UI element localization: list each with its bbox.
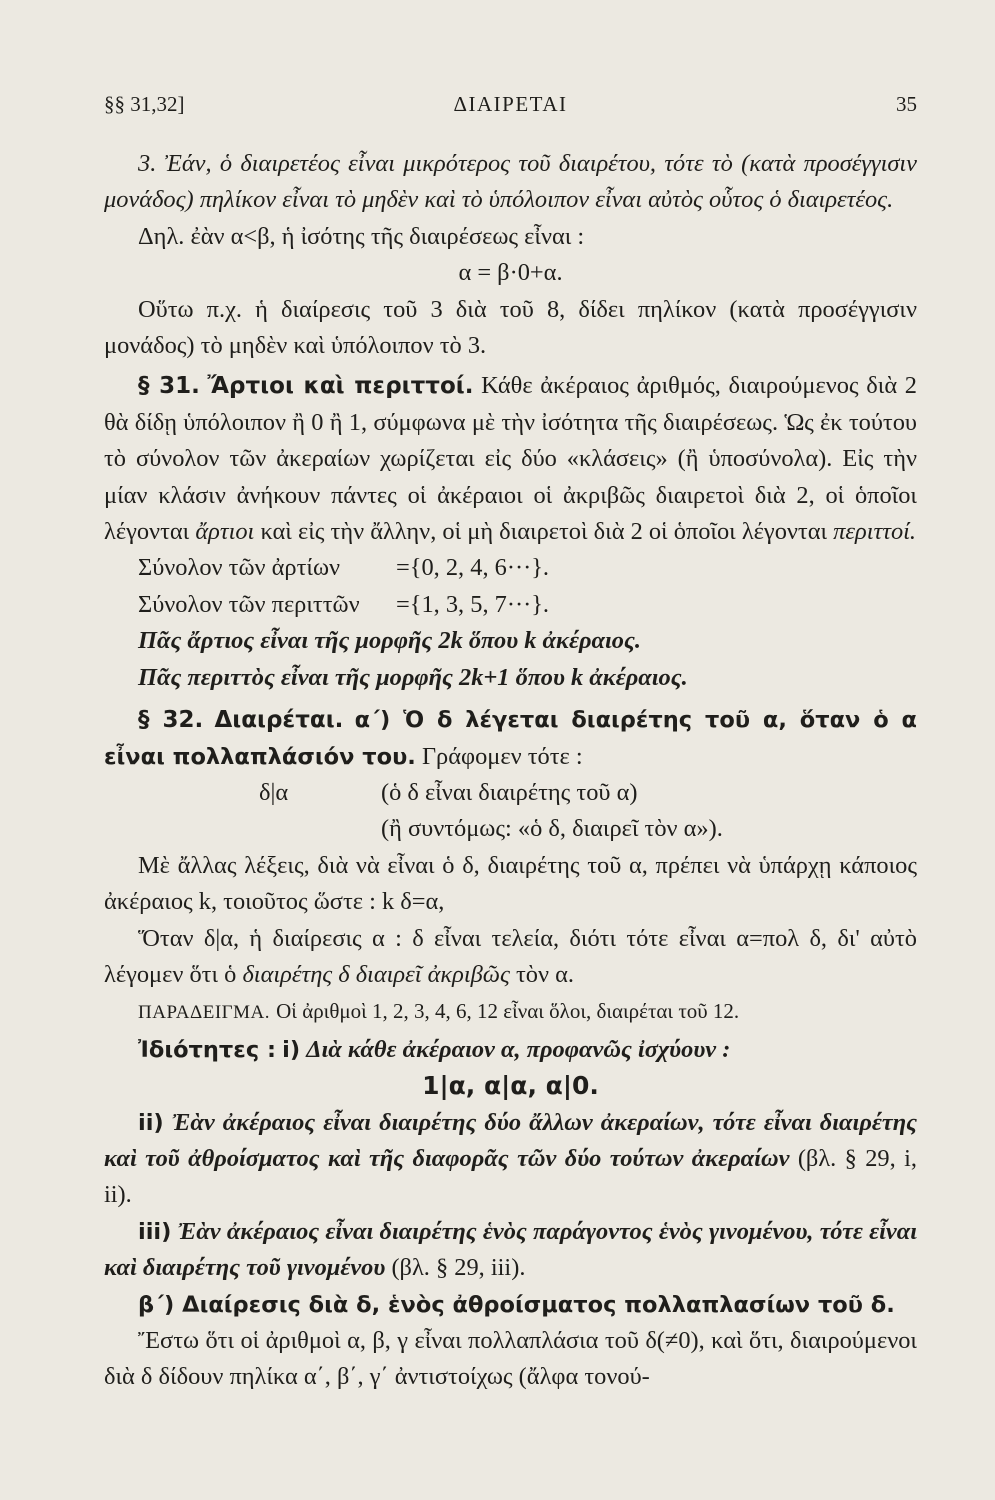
even-form: Πᾶς ἄρτιος εἶναι τῆς μορφῆς 2k ὅπου k ἀκέραιος. [138, 627, 641, 655]
rule-3-restated: Δηλ. ἐὰν α<β, ἡ ἰσότης τῆς διαιρέσεως εἶναι : [138, 222, 585, 250]
notation-row-2 [104, 811, 917, 847]
property-i-number: i) [282, 1036, 301, 1063]
properties-label: Ἰδιότητες : [138, 1036, 276, 1063]
term-even: ἄρτιοι [195, 518, 255, 546]
property-iii-text: Ἐὰν ἀκέραιος εἶναι διαιρέτης ἑνὸς παράγοντος ἑνὸς γινομένου, τότε εἶναι καὶ διαιρέτης τοῦ γινομένου [104, 1217, 918, 1282]
in-other-words: Μὲ ἄλλας λέξεις, διὰ νὰ εἶναι ὁ δ, διαιρέτης τοῦ α, πρέπει νὰ ὑπάρχῃ κάποιος ἀκέραιος k, τοιοῦτος ὥστε : k δ=α, [104, 851, 917, 916]
division-identity: α = β·0+α. [458, 259, 563, 287]
even-set: ={0, 2, 4, 6···}. [396, 554, 550, 582]
even-set-label: Σύνολον τῶν ἀρτίων [138, 554, 341, 582]
divisor-definition: α΄) Ὁ δ λέγεται διαιρέτης τοῦ α, ὅταν ὁ α εἶναι πολλαπλάσιόν του. [104, 707, 917, 770]
section-31-text: Κάθε ἀκέραιος ἀριθμός, διαιρούμενος διὰ 2 θὰ δίδῃ ὑπόλοιπον ἢ 0 ἢ 1, σύμφωνα μὲ τὴν ἰσότητα τῆς διαιρέσεως. Ὡς ἐκ τούτου τὸ σύνολον τῶν ἀκεραίων χωρίζεται εἰς δύο «κλάσεις» (ἢ ὑποσύνολα). Εἰς τὴν μίαν κλάσιν ἀνήκουν πάντες οἱ ἀκέραιοι οἱ ἀκριβῶς διαιρετοὶ διὰ 2, οἱ ὁποῖοι λέγονται [104, 372, 917, 546]
odd-set-label: Σύνολον τῶν περιττῶν [138, 590, 360, 618]
property-iii [104, 1214, 917, 1287]
property-ii-number: ii) [138, 1109, 164, 1136]
property-i-text: Διὰ κάθε ἀκέραιον α, προφανῶς ἰσχύουν : [306, 1035, 731, 1063]
notation-meaning-1: (ὁ δ εἶναι διαιρέτης τοῦ α) [381, 778, 638, 806]
running-header [104, 92, 917, 132]
term-odd: περιττοί. [833, 518, 917, 546]
section-32-title: Διαιρέται. [214, 707, 344, 734]
section-31-text-mid: καὶ εἰς τὴν ἄλλην, οἱ μὴ διαιρετοὶ διὰ 2 οἱ ὁποῖοι λέγονται [260, 518, 828, 546]
beta-heading: β΄) Διαίρεσις διὰ δ, ἑνὸς ἀθροίσματος πολλαπλασίων τοῦ δ. [138, 1291, 895, 1318]
property-ii-ref: (βλ. § 29, i, ii). [104, 1144, 917, 1209]
beta-text: Ἔστω ὅτι οἱ ἀριθμοὶ α, β, γ εἶναι πολλαπλάσια τοῦ δ(≠0), καὶ ὅτι, διαιρούμενοι διὰ δ δίδουν πηλίκα α΄, β΄, γ΄ ἀντιστοίχως (ἄλφα τονού- [104, 1327, 917, 1391]
odd-set-row [104, 587, 917, 623]
property-i-formula: 1|α, α|α, α|0. [422, 1071, 599, 1101]
odd-form: Πᾶς περιττὸς εἶναι τῆς μορφῆς 2k+1 ὅπου k ἀκέραιος. [138, 663, 688, 691]
page-body [104, 146, 917, 1396]
property-ii [104, 1105, 917, 1214]
property-i [104, 1032, 917, 1068]
section-31-title: Ἄρτιοι καὶ περιττοί. [207, 373, 474, 400]
section-range: §§ 31,32] [104, 92, 185, 116]
example-text: Οἱ ἀριθμοὶ 1, 2, 3, 4, 6, 12 εἶναι ὅλοι, διαιρέται τοῦ 12. [276, 999, 740, 1024]
section-31-paragraph [104, 368, 917, 550]
exact-division-paragraph: Ὅταν δ|α, ἡ διαίρεσις α : δ εἶναι τελεία, διότι τότε εἶναι α=πολ δ, δι' αὐτὸ λέγομεν ὅτι ὁ διαιρέτης δ διαιρεῖ ἀκριβῶς τὸν α. [104, 924, 917, 988]
property-ii-text: Ἐὰν ἀκέραιος εἶναι διαιρέτης δύο ἄλλων ἀκεραίων, τότε εἶναι διαιρέτης καὶ τοῦ ἀθροίσματος καὶ τῆς διαφορᾶς τῶν δύο τούτων ἀκεραίων [104, 1108, 917, 1172]
section-32-paragraph [104, 702, 917, 775]
notation-row-1 [104, 775, 917, 811]
example-3-by-8: Οὕτω π.χ. ἡ διαίρεσις τοῦ 3 διὰ τοῦ 8, δίδει πηλίκον (κατὰ προσέγγισιν μονάδος) τὸ μηδὲν καὶ ὑπόλοιπον τὸ 3. [104, 295, 917, 360]
even-set-row [104, 550, 917, 586]
section-31-number: § 31. [138, 373, 200, 400]
page-number: 35 [896, 92, 917, 116]
rule-3: 3. Ἐάν, ὁ διαιρετέος εἶναι μικρότερος τοῦ διαιρέτου, τότε τὸ (κατὰ προσέγγισιν μονάδος) πηλίκον εἶναι τὸ μηδὲν καὶ τὸ ὑπόλοιπον εἶναι αὐτὸς οὗτος ὁ διαιρετέος. [104, 150, 917, 214]
example-divisors-12 [104, 993, 917, 1031]
property-iii-ref: (βλ. § 29, iii). [391, 1254, 526, 1282]
notation-meaning-2: (ἢ συντόμως: «ὁ δ, διαιρεῖ τὸν α»). [381, 815, 723, 843]
odd-set: ={1, 3, 5, 7···}. [396, 590, 550, 618]
example-label: ΠΑΡΑΔΕΙΓΜΑ. [138, 1002, 271, 1024]
notation-intro: Γράφομεν τότε : [421, 742, 583, 770]
property-iii-number: iii) [138, 1218, 172, 1245]
divides-exactly: διαιρέτης δ διαιρεῖ ἀκριβῶς [242, 960, 510, 988]
chapter-title: ΔΙΑΙΡΕΤΑΙ [453, 92, 568, 116]
section-32-number: § 32. [138, 707, 204, 734]
divides-symbol: δ|α [259, 778, 289, 806]
